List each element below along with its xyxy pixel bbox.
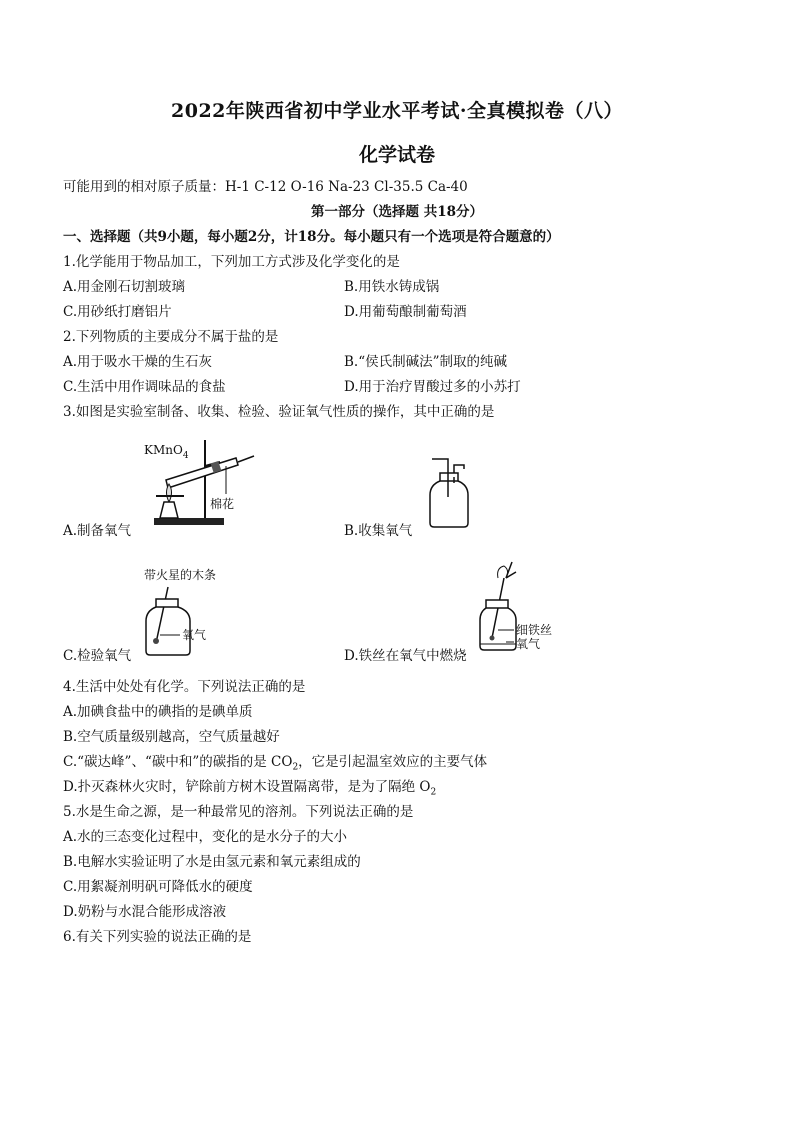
q2-stem: 2.下列物质的主要成分不属于盐的是 bbox=[63, 329, 279, 345]
q5-stem: 5.水是生命之源，是一种最常见的溶剂。下列说法正确的是 bbox=[63, 804, 414, 820]
q2-option-c: C.生活中用作调味品的食盐 bbox=[63, 379, 226, 395]
q1-option-a: A.用金刚石切割玻璃 bbox=[63, 279, 186, 295]
q2-option-d: D.用于治疗胃酸过多的小苏打 bbox=[344, 379, 521, 395]
q4-option-a: A.加碘食盐中的碘指的是碘单质 bbox=[63, 704, 253, 720]
exam-title: 2022年陕西省初中学业水平考试·全真模拟卷（八） bbox=[171, 100, 623, 122]
atomic-masses: 可能用到的相对原子质量：H-1 C-12 O-16 Na-23 Cl-35.5 Ca-40 bbox=[63, 179, 468, 195]
figure-c-test bbox=[142, 565, 262, 661]
q1-option-d: D.用葡萄酿制葡萄酒 bbox=[344, 304, 467, 320]
figure-b-bottle bbox=[424, 455, 472, 530]
q4-option-b: B.空气质量级别越高，空气质量越好 bbox=[63, 729, 280, 745]
q5-option-d: D.奶粉与水混合能形成溶液 bbox=[63, 904, 227, 920]
q5-option-a: A.水的三态变化过程中，变化的是水分子的大小 bbox=[63, 829, 348, 845]
q1-stem: 1.化学能用于物品加工，下列加工方式涉及化学变化的是 bbox=[63, 254, 400, 270]
fig-a-reagent-label: KMnO$_4$ bbox=[144, 443, 189, 461]
fig-c-splint-label: 带火星的木条 bbox=[144, 568, 217, 582]
q3-option-a: A.制备氧气 bbox=[63, 523, 132, 539]
part1-title: 第一部分（选择题 共18分） bbox=[311, 204, 483, 220]
figure-a-apparatus bbox=[140, 432, 260, 528]
q5-option-b: B.电解水实验证明了水是由氢元素和氧元素组成的 bbox=[63, 854, 361, 870]
fig-a-cotton-label: 棉花 bbox=[210, 497, 235, 511]
section-heading: 一、选择题（共9小题，每小题2分，计18分。每小题只有一个选项是符合题意的） bbox=[63, 229, 560, 245]
fig-d-wire-label: 细铁丝 bbox=[516, 623, 553, 637]
q1-option-c: C.用砂纸打磨铝片 bbox=[63, 304, 172, 320]
q3-option-c: C.检验氧气 bbox=[63, 648, 132, 664]
q3-stem: 3.如图是实验室制备、收集、检验、验证氧气性质的操作，其中正确的是 bbox=[63, 404, 495, 420]
fig-d-gas-label: 氧气 bbox=[516, 637, 541, 651]
q4-stem: 4.生活中处处有化学。下列说法正确的是 bbox=[63, 679, 306, 695]
fig-c-gas-label: 氧气 bbox=[182, 628, 207, 642]
q4-option-c: C.“碳达峰”、“碳中和”的碳指的是 $CO_2$，它是引起温室效应的主要气体 bbox=[63, 754, 488, 773]
q2-option-a: A.用于吸水干燥的生石灰 bbox=[63, 354, 213, 370]
subject-title: 化学试卷 bbox=[358, 144, 435, 166]
q5-option-c: C.用絮凝剂明矾可降低水的硬度 bbox=[63, 879, 253, 895]
q4-option-d: D.扑灭森林火灾时，铲除前方树木设置隔离带，是为了隔绝 $O_2$ bbox=[63, 779, 437, 798]
q3-option-d: D.铁丝在氧气中燃烧 bbox=[344, 648, 467, 664]
q3-option-b: B.收集氧气 bbox=[344, 523, 413, 539]
q1-option-b: B.用铁水铸成锅 bbox=[344, 279, 440, 295]
q6-stem: 6.有关下列实验的说法正确的是 bbox=[63, 929, 252, 945]
q2-option-b: B.“侯氏制碱法”制取的纯碱 bbox=[344, 354, 508, 370]
figure-d-iron-wire bbox=[476, 560, 566, 656]
